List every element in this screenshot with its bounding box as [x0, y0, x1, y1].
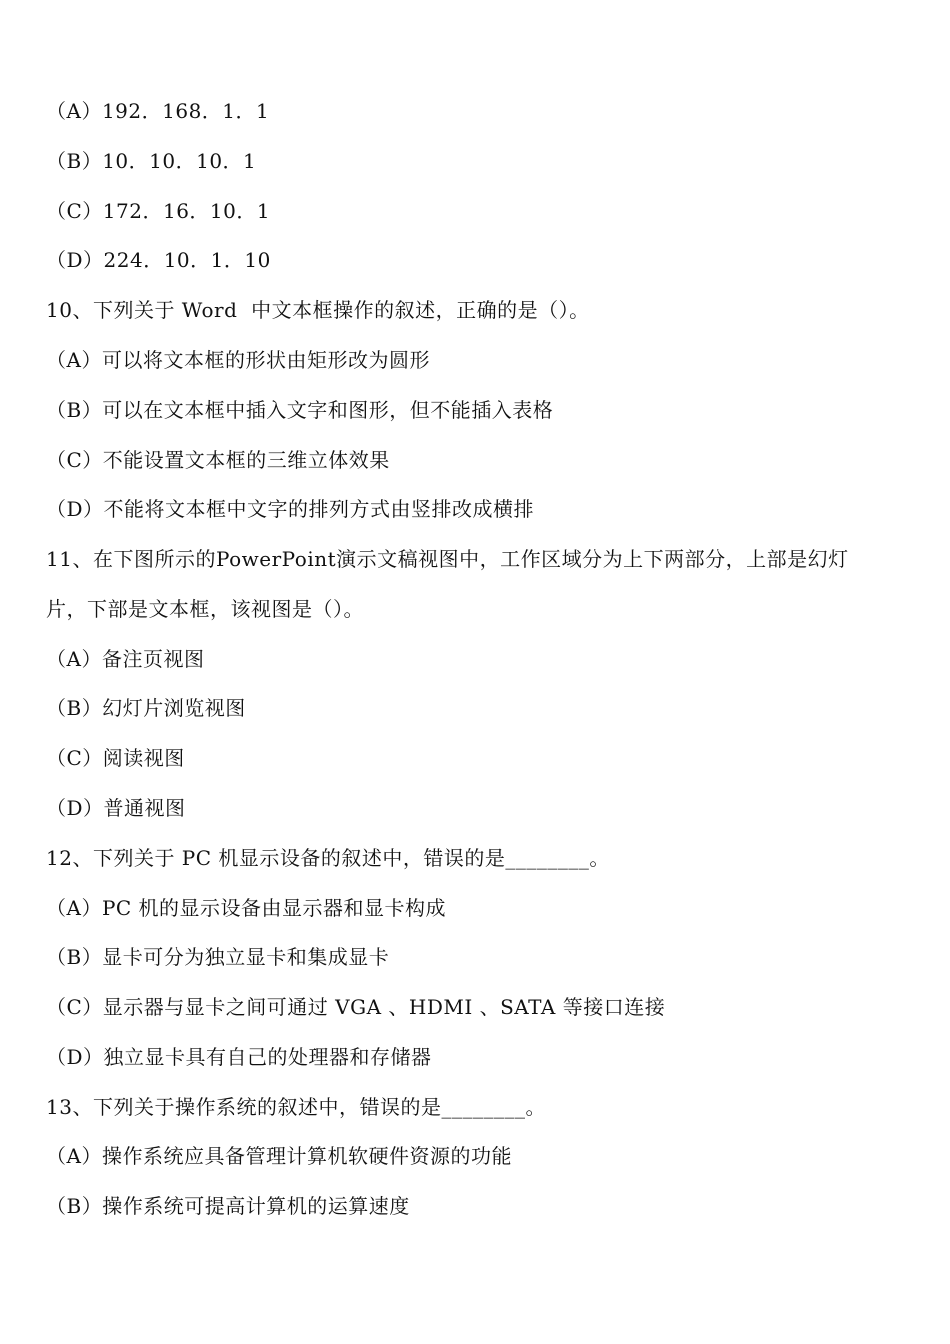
- option-b-ip-address: （B）10．10．10．1: [46, 149, 257, 173]
- question-12-option-a: （A）PC 机的显示设备由显示器和显卡构成: [46, 896, 447, 920]
- question-11-option-d: （D）普通视图: [46, 796, 186, 820]
- question-10: 10、下列关于 Word 中文本框操作的叙述，正确的是（）。: [46, 298, 590, 322]
- option-c-ip-address: （C）172．16．10．1: [46, 199, 271, 223]
- question-10-option-c: （C）不能设置文本框的三维立体效果: [46, 448, 390, 472]
- question-11: 11、在下图所示的PowerPoint演示文稿视图中，工作区域分为上下两部分，上部是幻灯: [46, 547, 849, 571]
- question-11-continued: 片，下部是文本框，该视图是（）。: [46, 597, 364, 621]
- option-d-ip-address: （D）224．10．1．10: [46, 248, 271, 272]
- option-a-ip-address: （A）192．168．1．1: [46, 99, 270, 123]
- question-12-option-c: （C）显示器与显卡之间可通过 VGA 、HDMI 、SATA 等接口连接: [46, 995, 666, 1019]
- question-12: 12、下列关于 PC 机显示设备的叙述中，错误的是________。: [46, 846, 610, 870]
- question-10-option-a: （A）可以将文本框的形状由矩形改为圆形: [46, 348, 430, 372]
- question-13: 13、下列关于操作系统的叙述中，错误的是________。: [46, 1095, 546, 1119]
- question-11-option-b: （B）幻灯片浏览视图: [46, 696, 246, 720]
- question-10-option-b: （B）可以在文本框中插入文字和图形，但不能插入表格: [46, 398, 554, 422]
- question-13-option-b: （B）操作系统可提高计算机的运算速度: [46, 1194, 410, 1218]
- question-11-option-a: （A）备注页视图: [46, 647, 205, 671]
- question-10-option-d: （D）不能将文本框中文字的排列方式由竖排改成横排: [46, 497, 535, 521]
- question-13-option-a: （A）操作系统应具备管理计算机软硬件资源的功能: [46, 1144, 512, 1168]
- question-12-option-b: （B）显卡可分为独立显卡和集成显卡: [46, 945, 390, 969]
- question-12-option-d: （D）独立显卡具有自己的处理器和存储器: [46, 1045, 432, 1069]
- question-11-option-c: （C）阅读视图: [46, 746, 185, 770]
